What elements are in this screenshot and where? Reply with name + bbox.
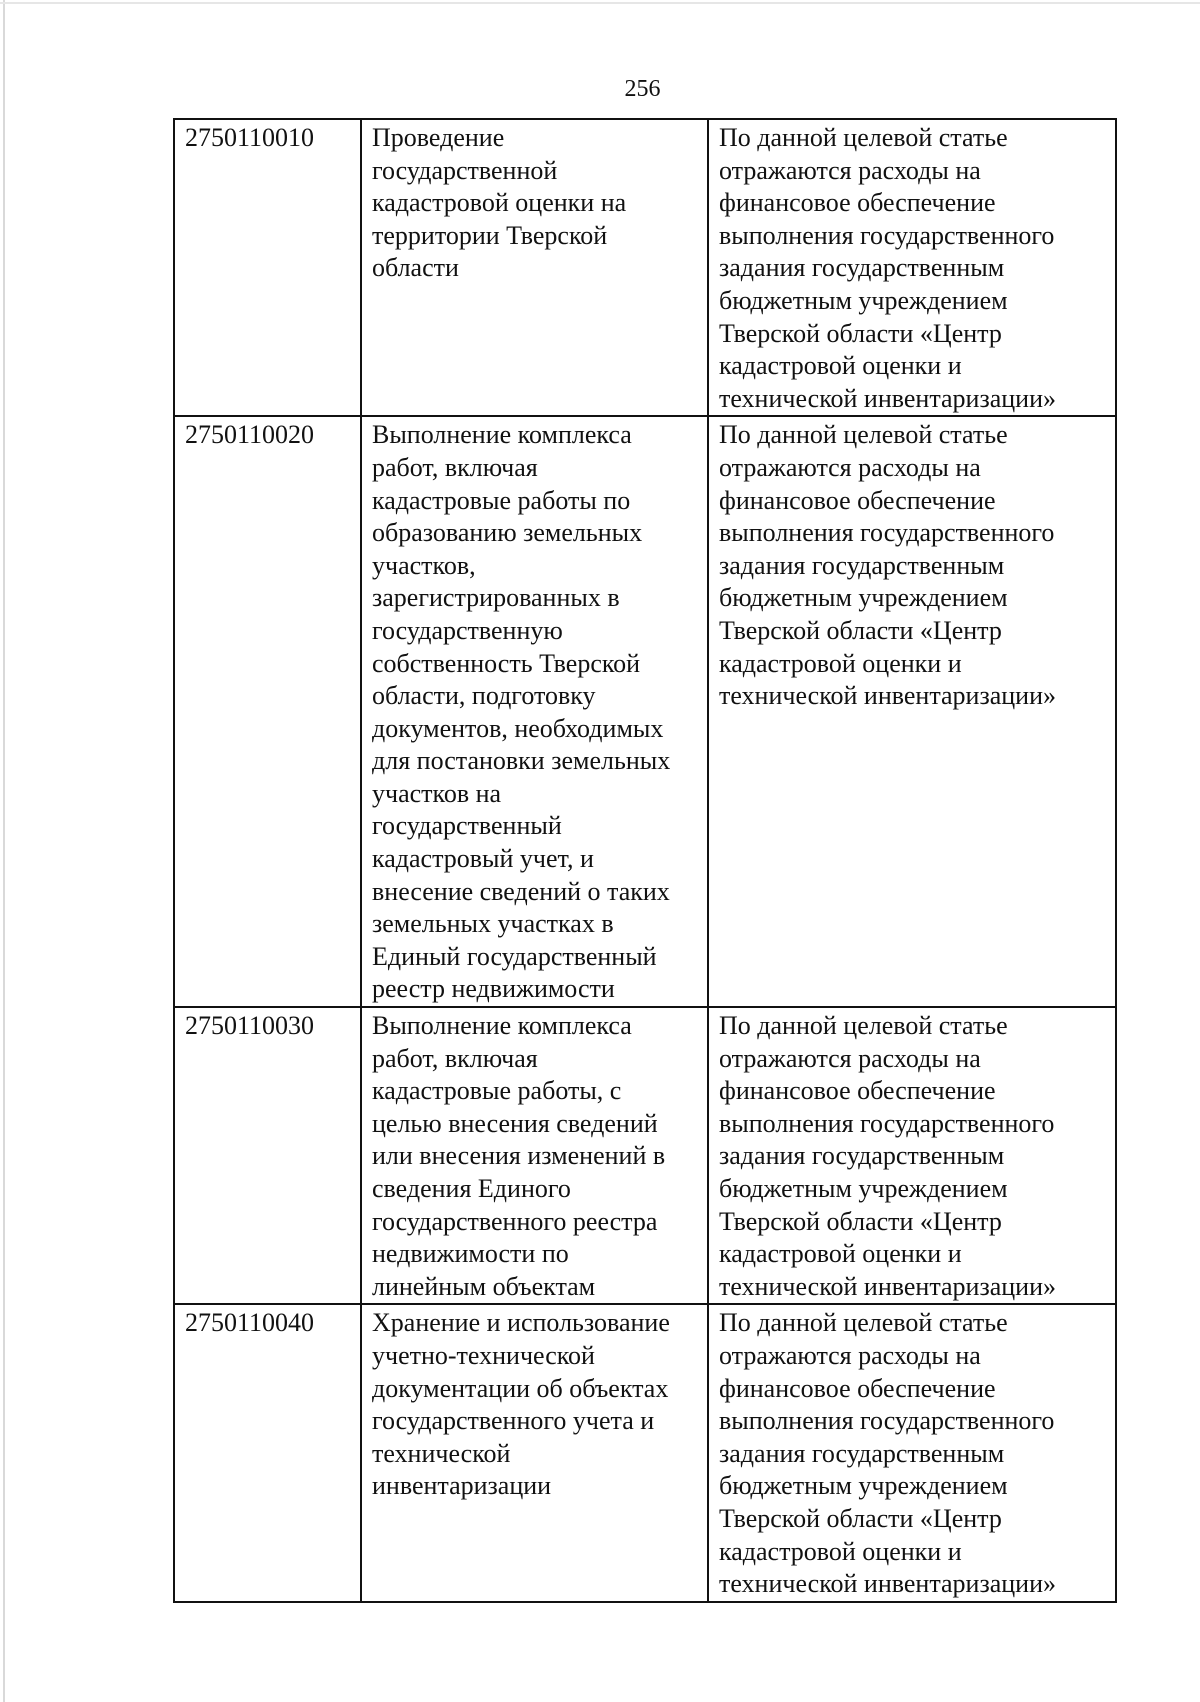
article-code: 2750110030 bbox=[185, 1011, 315, 1041]
article-name: Хранение и использование учетно-технической документации об объектах государственного учета и технической инвентаризации bbox=[372, 1308, 670, 1501]
article-name-cell bbox=[361, 119, 708, 416]
article-code: 2750110010 bbox=[185, 123, 315, 152]
page-number: 256 bbox=[624, 76, 661, 102]
article-description-cell bbox=[708, 416, 1116, 1007]
article-code-cell bbox=[174, 1007, 361, 1304]
table-row bbox=[174, 119, 1116, 416]
article-name-cell bbox=[361, 1304, 708, 1601]
scan-edge-left bbox=[3, 0, 5, 1702]
table-row bbox=[174, 1304, 1116, 1601]
table-row bbox=[174, 1007, 1116, 1304]
article-code-cell bbox=[174, 1304, 361, 1601]
article-description: По данной целевой статье отражаются расходы на финансовое обеспечение выполнения государственного задания государственным бюджетным учреждением Тверской области «Центр кадастровой оценки и технической инвентаризации» bbox=[719, 123, 1057, 413]
article-name: Выполнение комплекса работ, включая кадастровые работы по образованию земельных участков, зарегистрированных в государственную собственность Тверской области, подготовку документов, необходимых для постановки земельных участков на государственный кадастровый учет, и внесение сведений о таких земельных участках в Единый государственный реестр недвижимости bbox=[372, 420, 671, 1004]
article-description-cell bbox=[708, 1007, 1116, 1304]
article-description: По данной целевой статье отражаются расходы на финансовое обеспечение выполнения государственного задания государственным бюджетным учреждением Тверской области «Центр кадастровой оценки и технической инвентаризации» bbox=[719, 1011, 1057, 1301]
table-row bbox=[174, 416, 1116, 1007]
article-description: По данной целевой статье отражаются расходы на финансовое обеспечение выполнения государственного задания государственным бюджетным учреждением Тверской области «Центр кадастровой оценки и технической инвентаризации» bbox=[719, 420, 1057, 711]
article-code-cell bbox=[174, 119, 361, 416]
article-code: 2750110040 bbox=[185, 1308, 315, 1338]
article-name: Выполнение комплекса работ, включая кадастровые работы, с целью внесения сведений или внесения изменений в сведения Единого государственного реестра недвижимости по линейным объектам bbox=[372, 1011, 666, 1301]
article-description-cell bbox=[708, 119, 1116, 416]
article-code: 2750110020 bbox=[185, 420, 315, 450]
article-name-cell bbox=[361, 416, 708, 1007]
scan-edge-top bbox=[0, 2, 1200, 4]
article-name-cell bbox=[361, 1007, 708, 1304]
budget-article-table bbox=[173, 118, 1117, 1603]
article-name: Проведение государственной кадастровой оценки на территории Тверской области bbox=[372, 123, 627, 283]
article-description: По данной целевой статье отражаются расходы на финансовое обеспечение выполнения государственного задания государственным бюджетным учреждением Тверской области «Центр кадастровой оценки и технической инвентаризации» bbox=[719, 1308, 1057, 1599]
article-description-cell bbox=[708, 1304, 1116, 1601]
article-code-cell bbox=[174, 416, 361, 1007]
